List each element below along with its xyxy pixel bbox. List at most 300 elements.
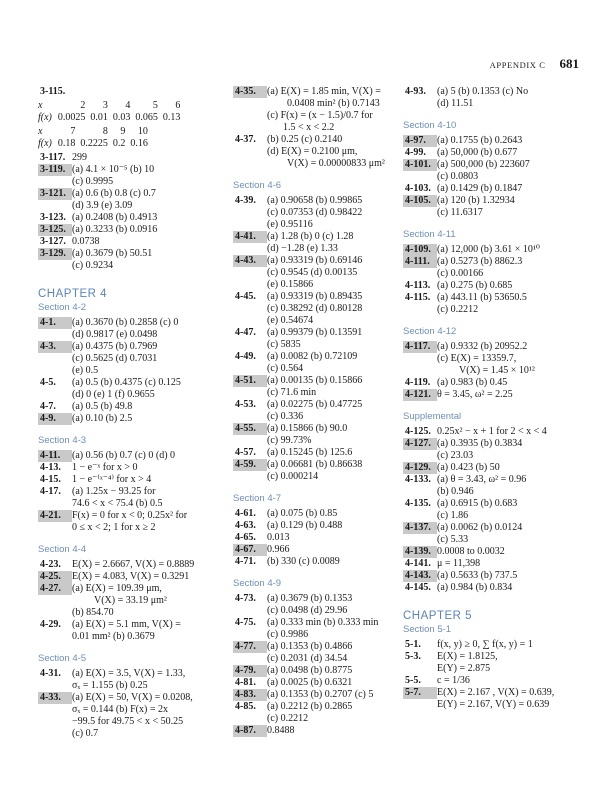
answer-line: (c) 0.2031 (d) 34.54: [267, 653, 348, 664]
answer-line: 0.966: [267, 544, 290, 555]
answer-number: 4-65.: [235, 532, 256, 543]
answer-line: (a) 443.11 (b) 53650.5: [437, 292, 527, 303]
answer-line: V(X) = 33.19 μm²: [94, 595, 167, 606]
answer-number: 4-129.: [403, 462, 437, 474]
answer-number: 4-133.: [405, 474, 431, 485]
answer-4-51: [233, 375, 401, 399]
answer-line: (d) 11.51: [437, 98, 474, 109]
table-row: [38, 100, 185, 112]
answer-4-1: [38, 317, 218, 341]
answer-number: 4-57.: [235, 447, 256, 458]
answer-5-5: [403, 675, 588, 687]
table-cell: 5: [152, 100, 158, 111]
answer-column-1: [38, 86, 218, 740]
table-row: [38, 112, 185, 124]
answer-line: (a) 120 (b) 1.32934: [437, 195, 515, 206]
answer-4-31: [38, 668, 218, 692]
table-cell: f(x): [38, 112, 52, 123]
answer-line: (a) 0.56 (b) 0.7 (c) 0 (d) 0: [72, 450, 176, 461]
answer-4-15: [38, 474, 218, 486]
answer-4-93: [403, 86, 588, 110]
answer-line: (c) 0.000214: [267, 471, 319, 482]
answer-number: 3-119.: [38, 164, 72, 176]
answer-number: 4-127.: [403, 438, 437, 450]
answer-4-127: [403, 438, 588, 462]
answer-line: 1 − e⁻ˣ for x > 0: [72, 462, 138, 473]
answer-line: (a) 0.15866 (b) 90.0: [267, 423, 348, 434]
answer-line: (d) E(X) = 0.2100 μm,: [267, 146, 358, 157]
answer-4-21: [38, 510, 218, 534]
answer-number: 4-11.: [38, 450, 72, 462]
answer-4-43: [233, 255, 401, 291]
answer-4-33: [38, 692, 218, 740]
answer-4-9: [38, 413, 218, 425]
answer-number: 4-5.: [40, 377, 56, 388]
answer-line: (b) 854.70: [72, 607, 114, 618]
answer-line: (a) 0.3670 (b) 0.2858 (c) 0: [72, 317, 179, 328]
table-cell: 7: [70, 126, 76, 137]
answer-3-117: [38, 152, 218, 164]
answer-line: (c) 0.0498 (d) 29.96: [267, 605, 348, 616]
answer-4-79: [233, 665, 401, 677]
answer-line: (c) 0.07353 (d) 0.98422: [267, 207, 363, 218]
section-heading: Section 4-6: [233, 180, 282, 191]
answer-number: 3-121.: [38, 188, 72, 200]
answer-number: 4-75.: [235, 617, 256, 628]
answer-number: 4-109.: [403, 244, 437, 256]
answer-line: 74.6 < x < 75.4 (b) 0.5: [72, 498, 163, 509]
answer-line: (c) 71.6 min: [267, 387, 317, 398]
answer-number: 4-39.: [235, 195, 256, 206]
answer-number: 4-3.: [38, 341, 72, 353]
answer-number: 3-115.: [40, 86, 66, 97]
answer-4-49: [233, 351, 401, 375]
table-row: [38, 126, 153, 138]
answer-line: (c) F(x) = (x − 1.5)/0.7 for: [267, 110, 373, 121]
answer-number: 4-137.: [403, 522, 437, 534]
answer-number: 4-21.: [38, 510, 72, 522]
answer-line: F(x) = 0 for x < 0; 0.25x² for: [72, 510, 188, 521]
answer-line: (b) 330 (c) 0.0089: [267, 556, 340, 567]
answer-4-39: [233, 195, 401, 231]
answer-line: (a) 0.90658 (b) 0.99865: [267, 195, 363, 206]
answer-number: 4-125.: [405, 426, 431, 437]
answer-line: (a) 0.93319 (b) 0.69146: [267, 255, 363, 266]
answer-4-27: [38, 583, 218, 619]
answer-4-63: [233, 520, 401, 532]
answer-4-133: [403, 474, 588, 498]
table-cell: 9: [120, 126, 126, 137]
answer-line: (c) 0.2212: [437, 304, 479, 315]
answer-line: (a) 1.28 (b) 0 (c) 1.28: [267, 231, 354, 242]
answer-line: (a) 0.5 (b) 49.8: [72, 401, 133, 412]
answer-number: 4-17.: [40, 486, 61, 497]
section-heading: Section 4-3: [38, 435, 87, 446]
chapter-heading: CHAPTER 4: [38, 288, 108, 300]
answer-4-47: [233, 327, 401, 351]
answer-number: 4-47.: [235, 327, 256, 338]
answer-3-119: [38, 164, 218, 188]
answer-line: E(X) = 2.167 , V(X) = 0.639,: [437, 687, 555, 698]
table-cell: 0.18: [57, 138, 76, 149]
table-cell: x: [38, 126, 43, 137]
answer-number: 4-81.: [235, 677, 256, 688]
table-cell: 0.13: [162, 112, 181, 123]
answer-line: (a) 50,000 (b) 0.677: [437, 147, 518, 158]
answer-line: 0 ≤ x < 2; 1 for x ≥ 2: [72, 522, 156, 533]
answer-4-101: [403, 159, 588, 183]
answer-line: (c) 5.33: [437, 534, 469, 545]
answer-line: (a) 0.3679 (b) 50.51: [72, 248, 153, 259]
answer-line: (d) 0.9817 (e) 0.0498: [72, 329, 158, 340]
answer-line: (a) 0.333 min (b) 0.333 min: [267, 617, 379, 628]
answer-line: (a) 0.15245 (b) 125.6: [267, 447, 353, 458]
answer-number: 4-103.: [405, 183, 431, 194]
answer-4-115: [403, 292, 588, 316]
answer-line: (a) 0.075 (b) 0.85: [267, 508, 338, 519]
answer-line: (e) 0.54674: [267, 315, 314, 326]
answer-line: 0.013: [267, 532, 290, 543]
answer-number: 4-67.: [233, 544, 267, 556]
answer-number: 4-43.: [233, 255, 267, 267]
answer-line: (c) 99.73%: [267, 435, 312, 446]
answer-line: (c) E(X) = 13359.7,: [437, 353, 517, 364]
answer-line: (c) 0.7: [72, 728, 99, 739]
answer-line: (c) 0.9545 (d) 0.00135: [267, 267, 358, 278]
table-cell: 0.0025: [57, 112, 86, 123]
answer-4-53: [233, 399, 401, 423]
answer-line: (a) 0.4375 (b) 0.7969: [72, 341, 158, 352]
answer-line: (a) 0.9332 (b) 20952.2: [437, 341, 528, 352]
answer-line: 0.0738: [72, 236, 100, 247]
answer-line: (c) 11.6317: [437, 207, 483, 218]
answer-line: (a) 500,000 (b) 223607: [437, 159, 530, 170]
answer-line: (b) 0.25 (c) 0.2140: [267, 134, 343, 145]
answer-line: (a) E(X) = 109.39 μm,: [72, 583, 162, 594]
answer-line: (c) 23.03: [437, 450, 474, 461]
table-cell: 0.2: [112, 138, 126, 149]
answer-line: 0.25x² − x + 1 for 2 < x < 4: [437, 426, 547, 437]
answer-line: (d) −1.28 (e) 1.33: [267, 243, 338, 254]
answer-line: σₓ = 0.144 (b) F(x) = 2x: [72, 704, 168, 715]
answer-line: (a) θ = 3.43, ω² = 0.96: [437, 474, 527, 485]
answer-number: 4-115.: [405, 292, 431, 303]
answer-3-127: [38, 236, 218, 248]
answer-number: 4-105.: [403, 195, 437, 207]
answer-4-11: [38, 450, 218, 462]
answer-line: V(X) = 1.45 × 10¹²: [459, 365, 535, 376]
section-heading: Section 4-4: [38, 544, 87, 555]
answer-number: 4-31.: [40, 668, 61, 679]
answer-number: 4-79.: [233, 665, 267, 677]
table-cell: x: [38, 100, 43, 111]
answer-4-25: [38, 571, 218, 583]
answer-number: 4-101.: [403, 159, 437, 171]
answer-4-45: [233, 291, 401, 327]
answer-line: 0.8488: [267, 725, 295, 736]
answer-number: 4-143.: [403, 570, 437, 582]
answer-number: 4-121.: [403, 389, 437, 401]
answer-4-125: [403, 426, 588, 438]
answer-4-103: [403, 183, 588, 195]
answer-number: 4-119.: [405, 377, 431, 388]
answer-4-73: [233, 593, 401, 617]
answer-number: 5-1.: [405, 639, 421, 650]
answer-line: (a) 0.423 (b) 50: [437, 462, 500, 473]
answer-4-17: [38, 486, 218, 510]
answer-line: (a) 0.99379 (b) 0.13591: [267, 327, 363, 338]
answer-number: 4-1.: [38, 317, 72, 329]
answer-number: 5-7.: [403, 687, 437, 699]
answer-3-125: [38, 224, 218, 236]
table-row: [38, 138, 153, 150]
answer-3-123: [38, 212, 218, 224]
answer-4-5: [38, 377, 218, 401]
answer-line: (a) 12,000 (b) 3.61 × 10¹⁰: [437, 244, 540, 255]
answer-4-141: [403, 558, 588, 570]
answer-line: E(X) = 4.083, V(X) = 0.3291: [72, 571, 190, 582]
answer-4-59: [233, 459, 401, 483]
answer-line: (a) 0.10 (b) 2.5: [72, 413, 133, 424]
answer-line: σₓ = 1.155 (b) 0.25: [72, 680, 148, 691]
answer-4-113: [403, 280, 588, 292]
table-cell: 0.03: [112, 112, 131, 123]
answer-4-57: [233, 447, 401, 459]
section-heading: Section 4-10: [403, 120, 457, 131]
answer-number: 5-3.: [405, 651, 421, 662]
answer-line: (a) 0.1429 (b) 0.1847: [437, 183, 523, 194]
answer-number: 4-13.: [40, 462, 61, 473]
answer-number: 4-55.: [233, 423, 267, 435]
answer-line: (e) 0.15866: [267, 279, 314, 290]
answer-number: 4-53.: [235, 399, 256, 410]
answer-4-55: [233, 423, 401, 447]
answer-number: 4-85.: [235, 701, 256, 712]
answer-number: 4-37.: [235, 134, 256, 145]
answer-line: (c) 0.38292 (d) 0.80128: [267, 303, 363, 314]
table-cell: 0.16: [130, 138, 148, 149]
answer-line: (a) 0.129 (b) 0.488: [267, 520, 343, 531]
answer-4-13: [38, 462, 218, 474]
answer-line: (a) 0.06681 (b) 0.86638: [267, 459, 363, 470]
answer-4-105: [403, 195, 588, 219]
answer-number: 4-41.: [233, 231, 267, 243]
answer-line: (a) 0.3233 (b) 0.0916: [72, 224, 158, 235]
distribution-table-2: [38, 126, 153, 150]
answer-4-99: [403, 147, 588, 159]
answer-4-75: [233, 617, 401, 641]
section-heading: Section 4-7: [233, 493, 282, 504]
answer-column-2: [233, 86, 401, 737]
table-cell: 8: [102, 126, 108, 137]
answer-number: 4-49.: [235, 351, 256, 362]
answer-4-37: [233, 134, 401, 170]
answer-4-67: [233, 544, 401, 556]
answer-line: (e) 0.95116: [267, 219, 313, 230]
answer-number: 4-113.: [405, 280, 431, 291]
table-cell: 0.01: [90, 112, 108, 123]
answer-line: (a) 0.93319 (b) 0.89435: [267, 291, 363, 302]
answer-line: V(X) = 0.00000833 μm²: [287, 158, 385, 169]
answer-4-81: [233, 677, 401, 689]
answer-number: 4-23.: [40, 559, 61, 570]
answer-line: (c) 0.2212: [267, 713, 309, 724]
answer-line: (a) 0.5633 (b) 737.5: [437, 570, 518, 581]
answer-4-137: [403, 522, 588, 546]
answer-line: 0.0008 to 0.0032: [437, 546, 505, 557]
answer-line: (a) 0.0062 (b) 0.0124: [437, 522, 523, 533]
answer-number: 3-127.: [40, 236, 66, 247]
answer-number: 4-117.: [403, 341, 437, 353]
answer-line: (a) 0.0025 (b) 0.6321: [267, 677, 353, 688]
answer-line: (c) 1.86: [437, 510, 469, 521]
answer-line: 299: [72, 152, 87, 163]
answer-number: 4-111.: [403, 256, 437, 268]
answer-line: 0.01 mm² (b) 0.3679: [72, 631, 155, 642]
answer-number: 3-117.: [40, 152, 66, 163]
answer-4-41: [233, 231, 401, 255]
answer-line: E(X) = 1.8125,: [437, 651, 498, 662]
answer-line: (a) 0.0082 (b) 0.72109: [267, 351, 358, 362]
section-heading: Section 5-1: [403, 624, 452, 635]
answer-number: 3-129.: [38, 248, 72, 260]
answer-4-7: [38, 401, 218, 413]
answer-line: c = 1/36: [437, 675, 470, 686]
section-heading: Section 4-9: [233, 578, 282, 589]
answer-line: (a) 0.3679 (b) 0.1353: [267, 593, 353, 604]
answer-line: (a) 0.1353 (b) 0.2707 (c) 5: [267, 689, 374, 700]
answer-number: 4-73.: [235, 593, 256, 604]
answer-4-77: [233, 641, 401, 665]
answer-4-145: [403, 582, 588, 594]
section-heading: Section 4-2: [38, 302, 87, 313]
answer-4-65: [233, 532, 401, 544]
answer-4-109: [403, 244, 588, 256]
answer-number: 3-125.: [38, 224, 72, 236]
answer-line: (a) 0.275 (b) 0.685: [437, 280, 513, 291]
answer-number: 4-59.: [233, 459, 267, 471]
answer-4-111: [403, 256, 588, 280]
table-cell: 6: [175, 100, 181, 111]
answer-line: (a) 0.1755 (b) 0.2643: [437, 135, 523, 146]
answer-line: (a) 0.00135 (b) 0.15866: [267, 375, 363, 386]
answer-line: (c) 0.9986: [267, 629, 309, 640]
appendix-label: APPENDIX C: [489, 60, 546, 70]
answer-line: (c) 0.0803: [437, 171, 479, 182]
section-heading: Supplemental: [403, 411, 462, 422]
answer-number: 4-29.: [40, 619, 61, 630]
answer-line: θ = 3.45, ω² = 2.25: [437, 389, 513, 400]
answer-line: (a) 0.5 (b) 0.4375 (c) 0.125: [72, 377, 181, 388]
answer-number: 4-27.: [38, 583, 72, 595]
answer-line: (a) 4.1 × 10⁻⁵ (b) 10: [72, 164, 155, 175]
answer-4-71: [233, 556, 401, 568]
answer-line: (a) 5 (b) 0.1353 (c) No: [437, 86, 529, 97]
answer-line: (a) 0.5273 (b) 8862.3: [437, 256, 523, 267]
answer-4-3: [38, 341, 218, 377]
answer-line: (a) 0.02275 (b) 0.47725: [267, 399, 363, 410]
answer-line: E(X) = 2.6667, V(X) = 0.8889: [72, 559, 195, 570]
answer-line: (c) 0.9995: [72, 176, 114, 187]
answer-line: (a) 0.1353 (b) 0.4866: [267, 641, 353, 652]
answer-line: (a) E(X) = 50, V(X) = 0.0208,: [72, 692, 193, 703]
answer-5-1: [403, 639, 588, 651]
answer-line: (a) 0.3935 (b) 0.3834: [437, 438, 523, 449]
answer-4-61: [233, 508, 401, 520]
answer-number: 4-7.: [40, 401, 56, 412]
answer-line: (a) 1.25x − 93.25 for: [72, 486, 156, 497]
answer-line: (d) 3.9 (e) 3.09: [72, 200, 133, 211]
answer-line: (a) E(X) = 5.1 mm, V(X) =: [72, 619, 181, 630]
answer-number: 4-9.: [38, 413, 72, 425]
answer-number: 4-61.: [235, 508, 256, 519]
section-heading: Section 4-12: [403, 326, 457, 337]
section-heading: Section 4-5: [38, 653, 87, 664]
answer-4-29: [38, 619, 218, 643]
answer-line: E(Y) = 2.875: [437, 663, 491, 674]
answer-number: 4-77.: [233, 641, 267, 653]
answer-number: 4-99.: [405, 147, 426, 158]
answer-line: (a) 0.0498 (b) 0.8775: [267, 665, 353, 676]
answer-line: f(x, y) ≥ 0, ∑ f(x, y) = 1: [437, 639, 533, 650]
table-cell: 0.2225: [80, 138, 108, 149]
chapter-heading: CHAPTER 5: [403, 610, 473, 622]
page-number: 681: [559, 56, 579, 71]
answer-line: (e) 0.5: [72, 365, 99, 376]
answer-4-97: [403, 135, 588, 147]
table-cell: 10: [137, 126, 148, 137]
answer-4-85: [233, 701, 401, 725]
answer-line: (a) 0.6915 (b) 0.683: [437, 498, 518, 509]
distribution-table-1: [38, 100, 185, 124]
table-cell: 2: [80, 100, 86, 111]
answer-line: −99.5 for 49.75 < x < 50.25: [72, 716, 184, 727]
answer-4-143: [403, 570, 588, 582]
answer-number: 4-87.: [233, 725, 267, 737]
answer-4-129: [403, 462, 588, 474]
answer-line: (a) 0.984 (b) 0.834: [437, 582, 513, 593]
answer-line: (c) 0.9234: [72, 260, 114, 271]
running-header: [490, 56, 579, 72]
answer-number: 4-33.: [38, 692, 72, 704]
table-cell: 4: [125, 100, 131, 111]
answer-number: 4-141.: [405, 558, 431, 569]
answer-line: μ = 11,398: [437, 558, 481, 569]
answer-line: (c) 5835: [267, 339, 301, 350]
answer-line: 1 − e⁻⁽ˣ⁻⁴⁾ for x > 4: [72, 474, 152, 485]
answer-4-119: [403, 377, 588, 389]
answer-3-115: [38, 86, 218, 98]
answer-line: 0.0408 min² (b) 0.7143: [287, 98, 380, 109]
answer-line: (c) 0.00166: [437, 268, 484, 279]
answer-number: 5-5.: [405, 675, 421, 686]
answer-line: (a) E(X) = 1.85 min, V(X) =: [267, 86, 381, 97]
answer-5-3: [403, 651, 588, 675]
answer-4-35: [233, 86, 401, 134]
answer-number: 4-135.: [405, 498, 431, 509]
answer-column-3: [403, 86, 588, 711]
answer-number: 4-93.: [405, 86, 426, 97]
answer-4-117: [403, 341, 588, 377]
section-heading: Section 4-11: [403, 229, 456, 240]
answer-number: 4-71.: [235, 556, 256, 567]
answer-5-7: [403, 687, 588, 711]
answer-line: (c) 0.336: [267, 411, 304, 422]
table-cell: 3: [102, 100, 108, 111]
answer-4-83: [233, 689, 401, 701]
answer-number: 4-15.: [40, 474, 61, 485]
answer-number: 4-83.: [233, 689, 267, 701]
